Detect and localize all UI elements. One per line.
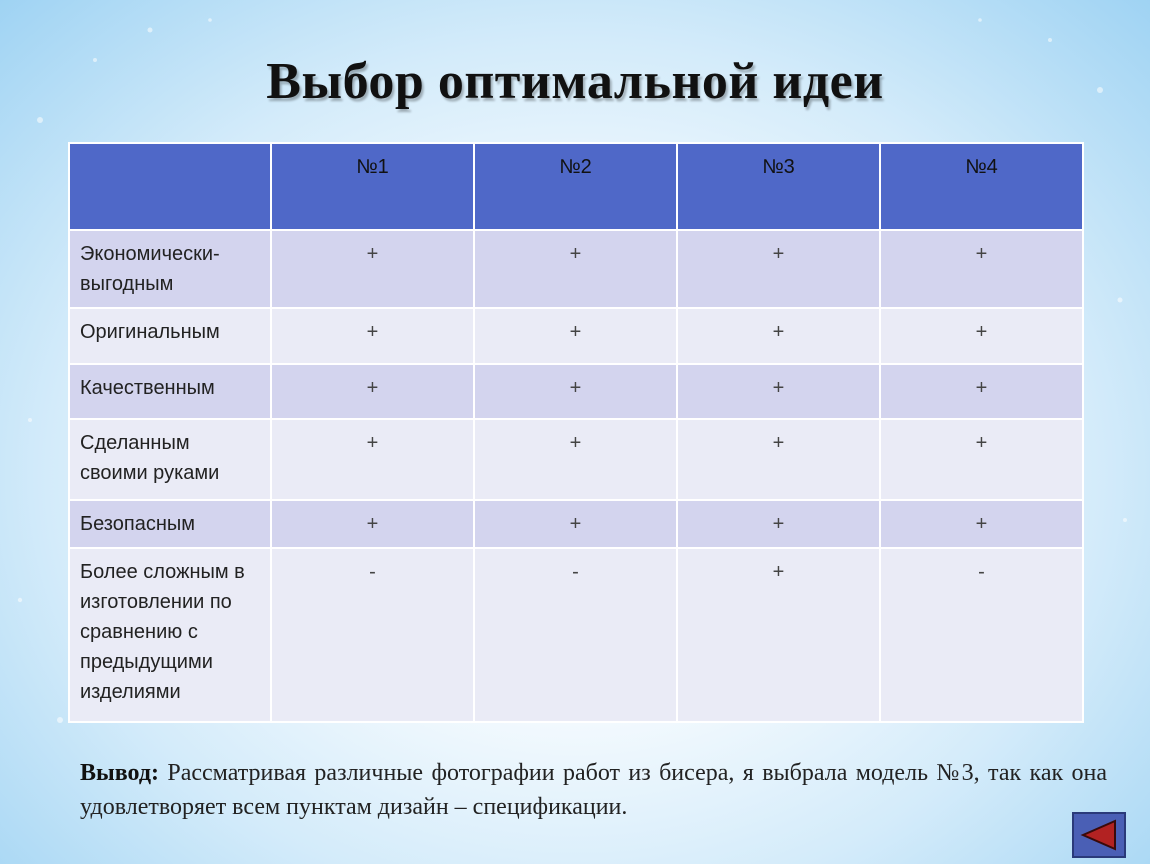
table-cell: + — [677, 230, 880, 308]
table-row — [69, 548, 1083, 722]
table-cell: + — [271, 230, 474, 308]
row-label: Более сложным в изготовлении по сравнению с предыдущими изделиями — [69, 548, 271, 722]
table-cell: + — [677, 548, 880, 722]
triangle-left-icon — [1079, 819, 1119, 851]
table-cell: + — [677, 419, 880, 500]
table-row — [69, 308, 1083, 364]
table-cell: + — [271, 500, 474, 548]
table-cell: + — [474, 308, 677, 364]
row-label: Оригинальным — [69, 308, 271, 364]
table-cell: + — [474, 500, 677, 548]
table-cell: + — [880, 500, 1083, 548]
header-cell-1: №1 — [271, 143, 474, 230]
table-cell: + — [677, 364, 880, 419]
header-cell-2: №2 — [474, 143, 677, 230]
table-cell: + — [880, 230, 1083, 308]
conclusion-label: Вывод: — [80, 760, 159, 786]
table-header-row — [69, 143, 1083, 230]
table-cell: + — [474, 364, 677, 419]
page-title: Выбор оптимальной идеи — [266, 53, 884, 110]
table-cell: + — [271, 364, 474, 419]
table-cell: - — [271, 548, 474, 722]
table-cell: + — [880, 308, 1083, 364]
table-cell: + — [677, 308, 880, 364]
table-cell: + — [677, 500, 880, 548]
row-label: Безопасным — [69, 500, 271, 548]
table-row — [69, 500, 1083, 548]
table-cell: + — [474, 419, 677, 500]
conclusion-text: Рассматривая различные фотографии работ из бисера, я выбрала модель №3, так как она удовлетворяет всем пунктам дизайн – спецификации. — [80, 760, 1107, 820]
comparison-table — [68, 142, 1082, 723]
table-cell: + — [880, 419, 1083, 500]
table-cell: + — [880, 364, 1083, 419]
table-row — [69, 230, 1083, 308]
back-button[interactable] — [1072, 812, 1126, 858]
table-cell: + — [271, 308, 474, 364]
header-cell-empty — [69, 143, 271, 230]
row-label: Экономически-выгодным — [69, 230, 271, 308]
header-cell-3: №3 — [677, 143, 880, 230]
table-cell: + — [271, 419, 474, 500]
row-label: Качественным — [69, 364, 271, 419]
table-row — [69, 364, 1083, 419]
table-row — [69, 419, 1083, 500]
header-cell-4: №4 — [880, 143, 1083, 230]
table-cell: + — [474, 230, 677, 308]
table-cell: - — [880, 548, 1083, 722]
conclusion-paragraph — [80, 756, 1107, 824]
row-label: Сделанным своими руками — [69, 419, 271, 500]
table-cell: - — [474, 548, 677, 722]
